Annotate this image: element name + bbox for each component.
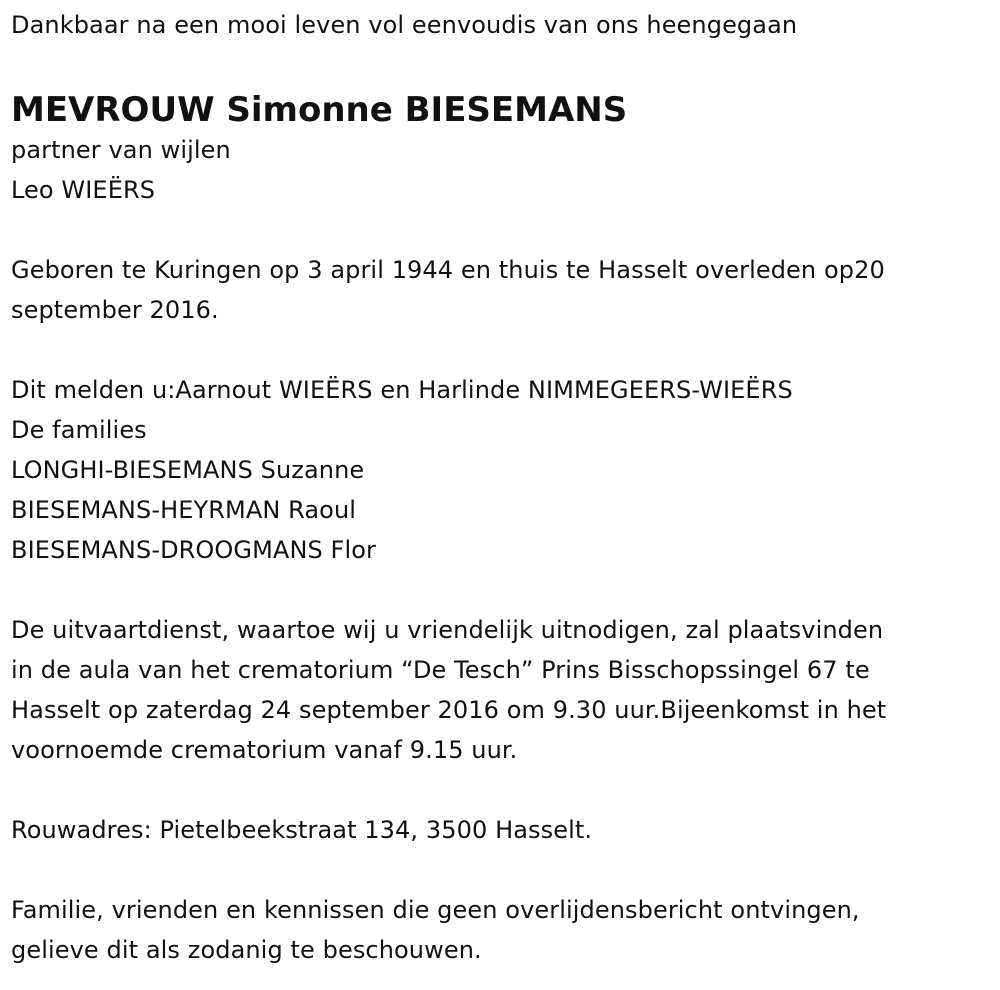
closing-text-line-2: gelieve dit als zodanig te beschouwen. [11,936,482,964]
service-text-line-4: voornoemde crematorium vanaf 9.15 uur. [11,736,518,764]
birth-death-text-line-2: september 2016. [11,296,219,324]
closing-text-line-1: Familie, vrienden en kennissen die geen overlijdensbericht ontvingen, [11,896,860,924]
mourning-address: Rouwadres: Pietelbeekstraat 134, 3500 Hasselt. [11,816,593,844]
service-text-line-3: Hasselt op zaterdag 24 september 2016 om 9.30 uur.Bijeenkomst in het [11,696,887,724]
spacer [11,850,986,890]
family-item: LONGHI-BIESEMANS Suzanne [11,456,365,484]
deceased-name: MEVROUW Simonne BIESEMANS [11,90,628,130]
spacer [11,330,986,370]
partner-label: partner van wijlen [11,136,231,164]
partner-name: Leo WIEËRS [11,176,156,204]
spacer [11,770,986,810]
spacer [11,210,986,250]
obituary-notice [11,0,986,970]
families-heading: De families [11,416,147,444]
service-text-line-2: in de aula van het crematorium “De Tesch” Prins Bisschopssingel 67 te [11,656,870,684]
announcers-text: Dit melden u:Aarnout WIEËRS en Harlinde NIMMEGEERS-WIEËRS [11,376,793,404]
service-text-line-1: De uitvaartdienst, waartoe wij u vriendelijk uitnodigen, zal plaatsvinden [11,616,884,644]
birth-death-text-line-1: Geboren te Kuringen op 3 april 1944 en thuis te Hasselt overleden op20 [11,256,885,284]
spacer [11,570,986,610]
intro-text: Dankbaar na een mooi leven vol eenvoudis van ons heengegaan [11,11,798,39]
family-item: BIESEMANS-DROOGMANS Flor [11,536,376,564]
family-item: BIESEMANS-HEYRMAN Raoul [11,496,357,524]
